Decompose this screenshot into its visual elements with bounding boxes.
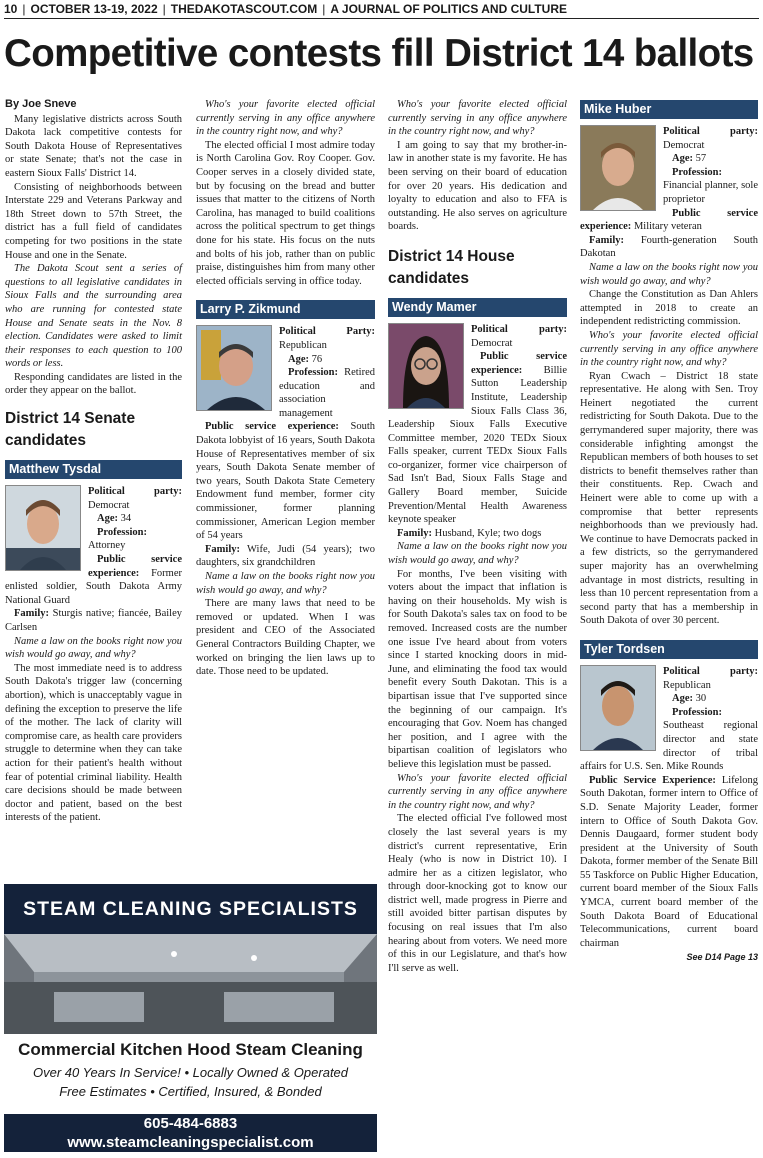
answer: I am going to say that my brother-in-law in another state is my favorite. He has been serving on their board of education for over 20 years. His dedication and loyalty to education and also to FFA is outstanding. He also serves on agriculture boards. (388, 139, 567, 233)
column-4 (580, 98, 758, 965)
service-value: Military veteran (633, 221, 702, 233)
ad-url[interactable]: www.steamcleaningspecialist.com (67, 1134, 314, 1151)
field-label: Profession: (288, 367, 338, 379)
question: Who's your favorite elected official currently serving in any office anywhere in the country right now, and why? (580, 329, 758, 369)
age-value: 34 (120, 513, 132, 525)
field-label: Public service experience: (205, 421, 339, 433)
field-label: Age: (97, 513, 118, 525)
age-value: 30 (695, 693, 707, 705)
field-label: Political party: (663, 126, 758, 137)
advertisement (4, 884, 377, 1152)
field-label: Public Service Experience: (589, 774, 716, 786)
age-value: 76 (311, 353, 323, 365)
ad-headline: Commercial Kitchen Hood Steam Cleaning (18, 1040, 363, 1059)
family-value: Husband, Kyle; two dogs (434, 527, 542, 539)
intro-paragraph: Many legislative districts across South Dakota lack competitive contests for South Dakota House of Representatives or state Senate; that's not the case in eastern Sioux Falls' District 14. (5, 113, 182, 179)
site-name[interactable]: THEDAKOTASCOUT.COM (170, 2, 318, 16)
field-label: Age: (672, 153, 693, 165)
party-value: Democrat (663, 139, 705, 151)
profession-value: Retired education and association management (279, 367, 375, 419)
party-value: Republican (663, 679, 711, 691)
ad-tagline: Free Estimates • Certified, Insured, & Bonded (59, 1084, 322, 1099)
family-value: Sturgis native; fiancée, Bailey Carlsen (5, 608, 183, 633)
question: Who's your favorite elected official currently serving in any office anywhere in the country right now, and why? (196, 99, 375, 138)
profession-value: Southeast regional director and state director of tribal affairs for U.S. Sen. Mike Rounds (580, 720, 758, 773)
publication-tagline: A JOURNAL OF POLITICS AND CULTURE (330, 2, 568, 16)
column-3 (388, 98, 567, 975)
service-value: Billie Sutton Leadership Institute, Leadership Sioux Falls Class 36, Leadership Sioux Falls Executive Committee member, 2020 TEDx Sioux Falls speaker, current TEDx Sioux Falls co-organizer, former vice chairperson of Sad Isn't Bad, Sioux Falls Stage and Gallery Board member, Suicide Prevention/Mental Health Awareness keynote speaker (388, 364, 567, 526)
issue-dates: OCTOBER 13-19, 2022 (30, 2, 158, 16)
field-label: Age: (672, 693, 693, 705)
page-number: 10 (4, 2, 18, 16)
jump-line[interactable]: See D14 Page 13 (686, 952, 758, 963)
field-label: Family: (14, 608, 49, 620)
service-value: Lifelong South Dakotan, former intern to Office of S.D. Senate Majority Leader, former intern to Office of South Dakota Gov. Dennis Daugaard, former student body president at the University of South Dakota, former member of the Senate Bill 55 Taskforce on Public Higher Education, current board member of the Sioux Falls YMCA, current board member of the South Dakota Board of Educational Telecommunications, current board chairman (580, 774, 758, 949)
candidate-name-bar: Mike Huber (580, 100, 758, 119)
candidate-name-bar: Tyler Tordsen (580, 640, 758, 659)
ad-copy-box (4, 1034, 377, 1114)
field-label: Profession: (672, 166, 722, 178)
party-value: Democrat (88, 499, 130, 511)
field-label: Political Party: (279, 326, 375, 338)
field-label: Public service experience: (471, 351, 567, 376)
question: Name a law on the books right now you wish would go away, and why? (5, 635, 182, 661)
column-1 (5, 98, 182, 825)
ad-phone[interactable]: 605-484-6883 (143, 1115, 238, 1132)
field-label: Age: (288, 353, 309, 365)
intro-paragraph: Consisting of neighborhoods between Interstate 229 and Veterans Parkway and 18th Street down to 57th Street, the district has a full field of candidates competing for two positions in the state House and one in the Senate. (5, 181, 182, 261)
candidate-name-bar: Matthew Tysdal (5, 460, 182, 479)
profession-value: Financial planner, sole proprietor (663, 180, 758, 205)
answer: There are many laws that need to be removed or updated. When I was president and CEO of the Associated General Contractors Building Chapter, we worked on bringing the lien laws up to date. Those need to be updated. (196, 598, 375, 678)
candidate-name-bar: Larry P. Zikmund (196, 300, 375, 319)
candidate-photo-tordsen (580, 665, 656, 751)
answer: Ryan Cwach – District 18 state representative. He along with Sen. Troy Heinert negotiated the current redistricting for South Dakota. Due to the gerrymandered super majority, there was considerable infighting amongst the Republican members of both houses to set districts to benefit themselves rather than their constituents. Rep. Cwach and Heinert were able to come up with a compromise that better represents neighborhoods than we previously had. We continue to have Democrats packed in a few districts, so the gerrymandered super majority has an overwhelming advantage in most districts, resulting in less than 10 percent representation from a second party that has a membership in South Dakota of over 30 percent. (580, 370, 758, 627)
party-value: Democrat (471, 337, 513, 349)
family-value: Wife, Judi (54 years); two daughters, six grandchildren (196, 543, 375, 569)
field-label: Profession: (97, 526, 147, 538)
field-label: Political party: (471, 323, 567, 335)
question: Name a law on the books right now you wish would go away, and why? (388, 541, 567, 567)
ad-title: STEAM CLEANING SPECIALISTS (23, 898, 358, 920)
field-label: Family: (589, 234, 624, 246)
field-label: Profession: (672, 706, 722, 718)
column-2 (196, 98, 375, 679)
answer: The elected official I've followed most closely the last several years is my district's current representative, Erin Healy (who is now in District 10). I admire her as a citizen legislator, who through door-knocking got to know our district well, made progress in Pierre and still avoided bitter partisan disputes by focusing on real issues that I'm also hearing about from voters. We need more of this in our Legislature, and that's how I'll serve as well. (388, 813, 567, 974)
ad-tagline: Over 40 Years In Service! • Locally Owned & Operated (32, 1065, 349, 1080)
field-label: Family: (397, 527, 432, 539)
answer: The most immediate need is to address South Dakota's trigger law (concerning abortion), which is unacceptably vague in defining the exception to preserve the life of the mother. The lack of clarity will compromise care, as health care providers struggle to determine when they can take action for their patient's health without fear of potential criminal liability. Health care decisions should be made between doctor and patient, based on the best interests of the patient. (5, 662, 182, 824)
question: Who's your favorite elected official currently serving in any office anywhere in the country right now, and why? (388, 99, 567, 138)
intro-paragraph: Responding candidates are listed in the order they appear on the ballot. (5, 371, 182, 397)
answer: The elected official I most admire today is North Carolina Gov. Roy Cooper. Gov. Cooper serves in a closely divided state, but by focusing on the bread and butter issues that matter to the citizens of North Carolina, has managed to build coalitions across the political spectrum to get things done for his state. His focus on the nuts and bolts of his job, rather than on public praise, distinguishes him from many other elected officials serving in office today. (196, 139, 375, 287)
candidate-photo-zikmund (196, 325, 272, 411)
field-label: Political party: (663, 665, 758, 677)
kitchen-hood-image (4, 934, 377, 1034)
question: Name a law on the books right now you wish would go away, and why? (580, 261, 758, 287)
folio-line: 10 | OCTOBER 13-19, 2022 | THEDAKOTASCOUT.COM | A JOURNAL OF POLITICS AND CULTURE (4, 1, 759, 19)
question: Name a law on the books right now you wish would go away, and why? (196, 571, 375, 596)
field-label: Family: (205, 543, 240, 555)
question: Who's your favorite elected official currently serving in any office anywhere in the country right now, and why? (388, 772, 567, 811)
field-label: Public service experience: (88, 554, 182, 579)
field-label: Political party: (88, 486, 182, 498)
field-label: Public service experience: (580, 207, 758, 233)
family-value: Fourth-generation South Dakotan (580, 234, 758, 260)
candidate-photo-tysdal (5, 485, 81, 571)
candidate-photo-mamer (388, 323, 464, 409)
house-section-heading: District 14 House candidates (388, 247, 515, 287)
service-value: Former enlisted soldier, South Dakota Army National Guard (5, 567, 182, 606)
answer: For months, I've been visiting with voters about the impact that inflation is having on their households. My wish is for South Dakota's sales tax on food to be removed. Increased costs are the number one issue I've heard about from voters since I started knocking doors in mid-June, and eliminating the food tax would benefit every South Dakotan. This is a bipartisan issue that I've supported since the beginning of our campaign. It's encouraging that Gov. Noem has changed her position, and I agree with the bipartisan coalition of legislators who believe this legislation must be passed. (388, 568, 567, 770)
headline: Competitive contests fill District 14 ballots (4, 32, 754, 75)
byline: By Joe Sneve (5, 98, 77, 110)
candidate-name-bar: Wendy Mamer (388, 298, 567, 317)
party-value: Republican (279, 339, 327, 351)
candidate-photo-huber (580, 125, 656, 211)
service-value: South Dakota lobbyist of 16 years, South Dakota House of Representatives member of six years, South Dakota Senate member of two years, South Dakota State Cemetery Endowment fund member, former city commissioner, former planning commissioner, American Legion member of 54 years (196, 421, 375, 542)
age-value: 57 (695, 153, 707, 165)
profession-value: Attorney (88, 540, 126, 552)
ad-contact (4, 1114, 377, 1152)
answer: Change the Constitution as Dan Ahlers attempted in 2018 to create an independent redistricting commission. (580, 289, 758, 328)
senate-section-heading: District 14 Senate candidates (5, 410, 136, 450)
intro-paragraph: The Dakota Scout sent a series of questions to all legislative candidates in Sioux Falls and the surrounding area who are running for contested state House and Senate seats in the Nov. 8 election. Candidates were asked to limit their responses to each question to 100 words or less. (5, 263, 182, 370)
